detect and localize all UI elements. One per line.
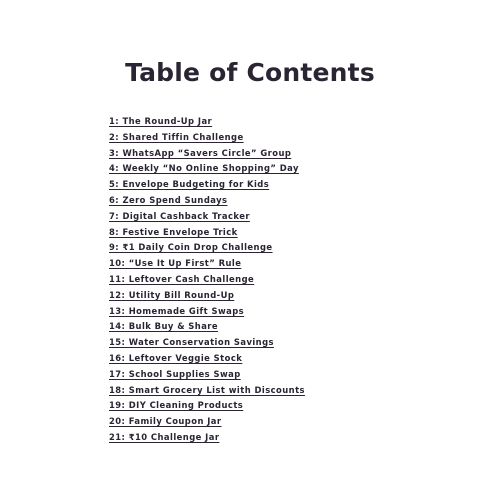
toc-link[interactable]: 16: Leftover Veggie Stock xyxy=(109,352,243,363)
toc-item xyxy=(109,317,305,333)
toc-link[interactable]: 13: Homemade Gift Swaps xyxy=(109,305,245,316)
toc-link[interactable]: 7: Digital Cashback Tracker xyxy=(109,210,250,221)
toc-item xyxy=(109,254,305,270)
toc-link[interactable]: 21: ₹10 Challenge Jar xyxy=(109,431,220,442)
toc-item xyxy=(109,191,305,207)
toc-link[interactable]: 4: Weekly “No Online Shopping” Day xyxy=(109,163,299,174)
toc-item xyxy=(109,428,305,444)
toc-item xyxy=(109,112,305,128)
toc-link[interactable]: 8: Festive Envelope Trick xyxy=(109,226,238,237)
toc-item xyxy=(109,270,305,286)
toc-item xyxy=(109,238,305,254)
toc-item xyxy=(109,175,305,191)
toc-link[interactable]: 6: Zero Spend Sundays xyxy=(109,194,228,205)
toc-item xyxy=(109,302,305,318)
toc-link[interactable]: 12: Utility Bill Round-Up xyxy=(109,289,235,300)
toc-link[interactable]: 10: “Use It Up First” Rule xyxy=(109,258,242,269)
toc-item xyxy=(109,286,305,302)
page-title: Table of Contents xyxy=(125,58,375,87)
toc-link[interactable]: 1: The Round-Up Jar xyxy=(109,116,213,126)
toc-item xyxy=(109,412,305,428)
toc-item xyxy=(109,223,305,239)
toc-item xyxy=(109,159,305,175)
toc-link[interactable]: 18: Smart Grocery List with Discounts xyxy=(109,384,305,395)
toc-link[interactable]: 9: ₹1 Daily Coin Drop Challenge xyxy=(109,242,273,253)
toc-item xyxy=(109,128,305,144)
toc-link[interactable]: 3: WhatsApp “Savers Circle” Group xyxy=(109,147,292,158)
toc-link[interactable]: 2: Shared Tiffin Challenge xyxy=(109,131,244,142)
toc-link[interactable]: 20: Family Coupon Jar xyxy=(109,416,222,427)
toc-item xyxy=(109,396,305,412)
toc-item xyxy=(109,207,305,223)
toc-link[interactable]: 14: Bulk Buy & Share xyxy=(109,321,219,332)
table-of-contents-list xyxy=(109,112,305,444)
toc-item xyxy=(109,381,305,397)
toc-item xyxy=(109,365,305,381)
toc-item xyxy=(109,333,305,349)
toc-link[interactable]: 11: Leftover Cash Challenge xyxy=(109,273,255,284)
toc-link[interactable]: 19: DIY Cleaning Products xyxy=(109,400,244,411)
toc-link[interactable]: 17: School Supplies Swap xyxy=(109,368,241,379)
toc-link[interactable]: 5: Envelope Budgeting for Kids xyxy=(109,179,270,190)
toc-item xyxy=(109,349,305,365)
toc-link[interactable]: 15: Water Conservation Savings xyxy=(109,337,274,348)
toc-item xyxy=(109,144,305,160)
